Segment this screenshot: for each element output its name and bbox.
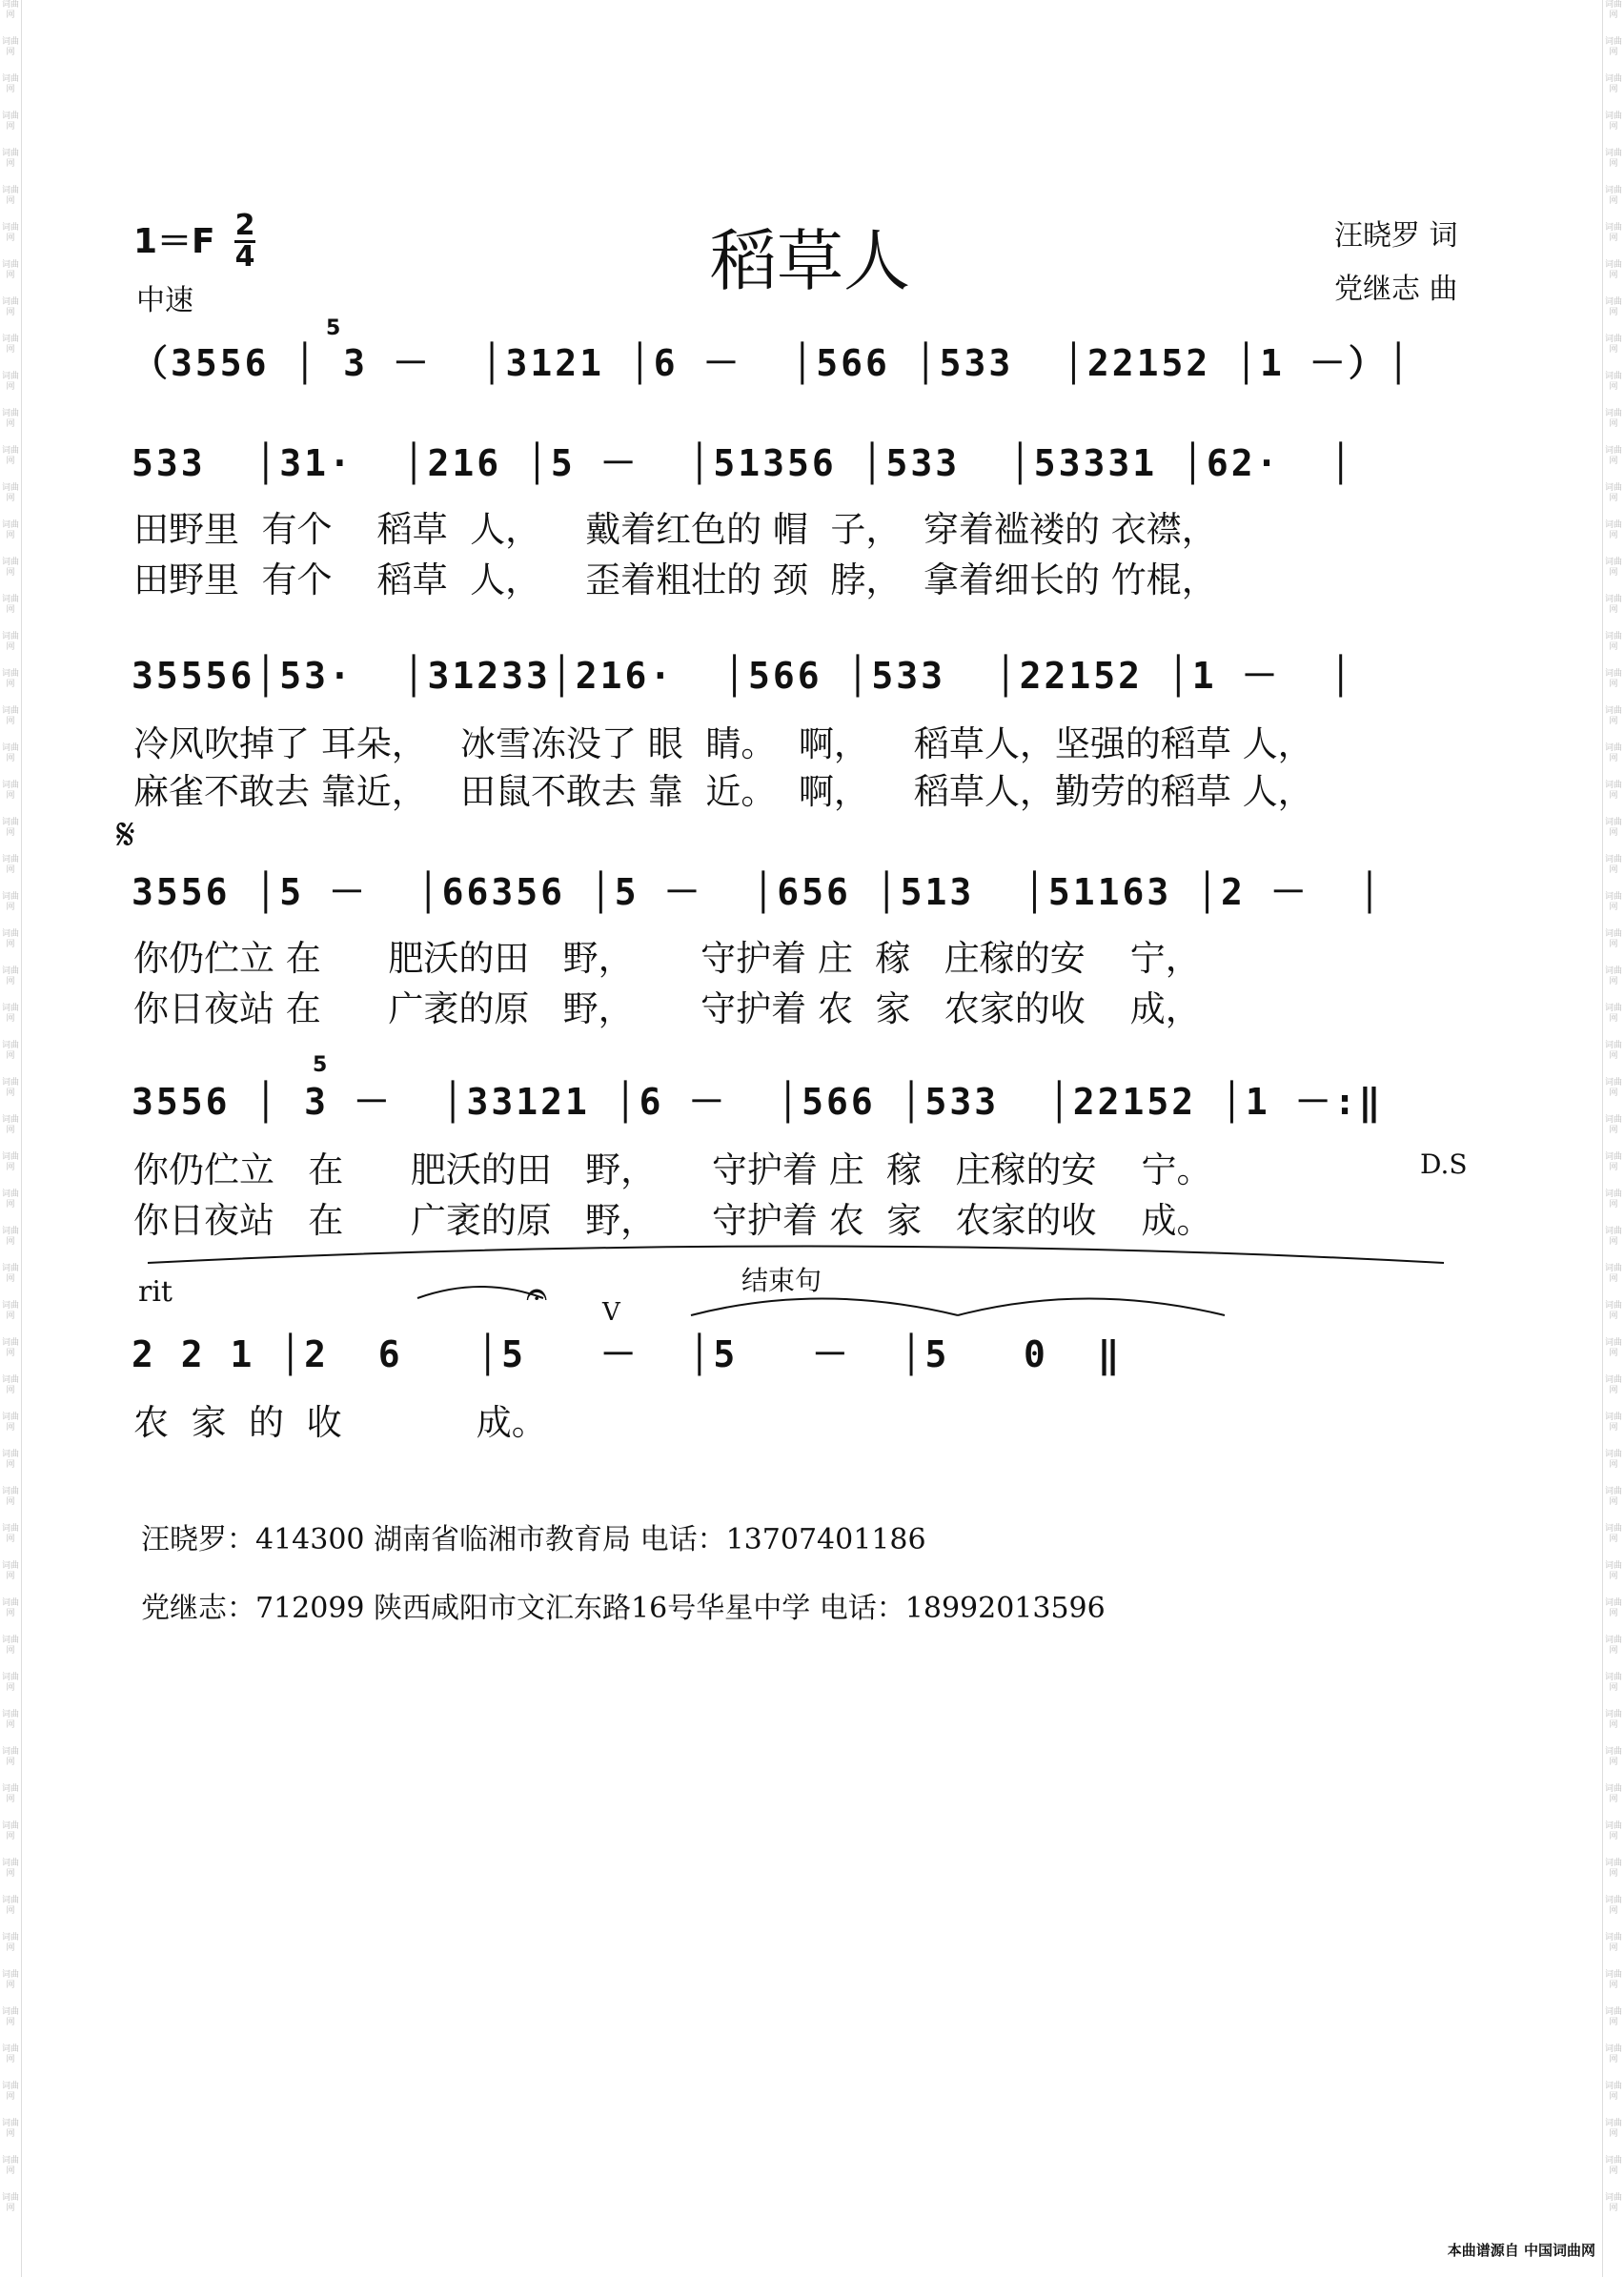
- notation-row-5: 3556 │ 3 － │33121 │6 － │566 │533 │22152 │1 －:‖: [132, 1081, 1384, 1123]
- edge-watermark-text: 词曲网: [1, 1933, 19, 1953]
- edge-watermark-text: 词曲网: [1604, 1524, 1622, 1544]
- edge-watermark-text: 词曲网: [1, 260, 19, 280]
- edge-watermark-text: 词曲网: [1604, 0, 1622, 20]
- edge-watermark-text: 词曲网: [1604, 1710, 1622, 1730]
- edge-watermark-text: 词曲网: [1, 1821, 19, 1841]
- edge-watermark-text: 词曲网: [1, 2007, 19, 2027]
- edge-watermark-text: 词曲网: [1, 2156, 19, 2176]
- time-signature-top: 2: [234, 209, 255, 242]
- lyric-row-2-verse-2: 田野里 有个 稻草 人， 歪着粗壮的 颈 脖， 拿着细长的 竹棍，: [133, 559, 1217, 600]
- edge-watermark-text: 词曲网: [1, 781, 19, 801]
- edge-watermark-text: 词曲网: [1604, 520, 1622, 540]
- coda-slur-2: [691, 1299, 958, 1316]
- edge-watermark-text: 词曲网: [1604, 2119, 1622, 2139]
- edge-watermark-text: 词曲网: [1, 372, 19, 392]
- edge-watermark-text: 词曲网: [1, 1227, 19, 1247]
- edge-watermark-text: 词曲网: [1604, 743, 1622, 763]
- ritardando-marking: rit: [138, 1275, 173, 1309]
- edge-watermark-text: 词曲网: [1, 929, 19, 949]
- edge-watermark-text: 词曲网: [1604, 781, 1622, 801]
- edge-watermark-text: 词曲网: [1604, 1821, 1622, 1841]
- edge-watermark-text: 词曲网: [1604, 706, 1622, 726]
- coda-tie: [417, 1287, 543, 1298]
- edge-watermark-text: 词曲网: [1604, 1152, 1622, 1172]
- grace-note: 5: [326, 316, 341, 340]
- notation-row-2: 533 │31· │216 │5 － │51356 │533 │53331 │62· │: [132, 442, 1355, 484]
- edge-watermark-text: 词曲网: [1, 409, 19, 429]
- lyric-row-4-verse-1: 你仍伫立 在 肥沃的田 野， 守护着 庄 稼 庄稼的安 宁，: [133, 938, 1201, 979]
- edge-watermark-text: 词曲网: [1, 1859, 19, 1879]
- dal-segno-marking: D.S: [1420, 1149, 1468, 1180]
- notation-row-3: 35556│53· │31233│216· │566 │533 │22152 │1 － │: [132, 655, 1355, 697]
- edge-watermark-text: 词曲网: [1604, 1598, 1622, 1618]
- edge-watermark-text: 词曲网: [1604, 818, 1622, 838]
- edge-watermark-text: 词曲网: [1604, 2193, 1622, 2213]
- edge-watermark-text: 词曲网: [1, 892, 19, 912]
- edge-watermark-text: 词曲网: [1604, 1673, 1622, 1693]
- breath-mark: V: [602, 1298, 620, 1327]
- edge-watermark-text: 词曲网: [1604, 595, 1622, 615]
- lyric-row-5-verse-2: 你日夜站 在 广袤的原 野， 守护着 农 家 农家的收 成。: [133, 1200, 1212, 1241]
- edge-watermark-text: 词曲网: [1, 1710, 19, 1730]
- edge-watermark-text: 词曲网: [1604, 1264, 1622, 1284]
- edge-watermark-text: 词曲网: [1, 1078, 19, 1098]
- edge-watermark-text: 词曲网: [1604, 1041, 1622, 1061]
- edge-watermark-text: 词曲网: [1604, 669, 1622, 689]
- edge-watermark-text: 词曲网: [1, 558, 19, 578]
- coda-label: 结束句: [741, 1265, 822, 1296]
- edge-watermark-text: 词曲网: [1604, 335, 1622, 355]
- edge-watermark-text: 词曲网: [1, 1598, 19, 1618]
- tempo-marking: 中速: [136, 284, 193, 317]
- edge-watermark-text: 词曲网: [1, 520, 19, 540]
- edge-watermark-text: 词曲网: [1604, 112, 1622, 132]
- edge-watermark-text: 词曲网: [1604, 149, 1622, 169]
- edge-watermark-text: 词曲网: [1604, 1338, 1622, 1358]
- edge-watermark-text: 词曲网: [1604, 372, 1622, 392]
- edge-watermark-text: 词曲网: [1, 446, 19, 466]
- edge-watermark-text: 词曲网: [1604, 2156, 1622, 2176]
- edge-watermark-text: 词曲网: [1604, 74, 1622, 94]
- edge-watermark-text: 词曲网: [1604, 260, 1622, 280]
- edge-watermark-text: 词曲网: [1604, 409, 1622, 429]
- edge-watermark-text: 词曲网: [1604, 1227, 1622, 1247]
- edge-watermark-text: 词曲网: [1, 1189, 19, 1210]
- edge-watermark-text: 词曲网: [1, 0, 19, 20]
- edge-watermark-text: 词曲网: [1, 223, 19, 243]
- source-credit: 本曲谱源自 中国词曲网: [1447, 2242, 1595, 2259]
- edge-watermark-text: 词曲网: [1604, 446, 1622, 466]
- edge-watermark-text: 词曲网: [1, 1784, 19, 1804]
- edge-watermark-text: 词曲网: [1, 1673, 19, 1693]
- edge-watermark-text: 词曲网: [1, 186, 19, 206]
- edge-watermark-text: 词曲网: [1, 1896, 19, 1916]
- edge-watermark-text: 词曲网: [1604, 1747, 1622, 1767]
- edge-watermark-text: 词曲网: [1, 335, 19, 355]
- edge-watermark-text: 词曲网: [1, 74, 19, 94]
- edge-watermark-text: 词曲网: [1, 1301, 19, 1321]
- edge-watermark-text: 词曲网: [1604, 2044, 1622, 2064]
- edge-watermark-text: 词曲网: [1, 632, 19, 652]
- edge-watermark-text: 词曲网: [1, 2193, 19, 2213]
- edge-watermark-text: 词曲网: [1, 1561, 19, 1581]
- contact-lyricist: 汪晓罗：414300 湖南省临湘市教育局 电话：13707401186: [141, 1523, 926, 1556]
- edge-watermark-text: 词曲网: [1604, 966, 1622, 986]
- edge-watermark-text: 词曲网: [1604, 1487, 1622, 1507]
- lyric-row-2-verse-1: 田野里 有个 稻草 人， 戴着红色的 帽 子， 穿着褴褛的 衣襟，: [133, 509, 1217, 550]
- edge-watermark-text: 词曲网: [1, 2119, 19, 2139]
- edge-watermark-text: 词曲网: [1604, 1933, 1622, 1953]
- edge-watermark-text: 词曲网: [1, 1487, 19, 1507]
- key-signature: 1＝F: [133, 222, 215, 261]
- fermata-sign: 𝄐: [526, 1272, 548, 1316]
- edge-watermark-text: 词曲网: [1, 1747, 19, 1767]
- edge-watermark-text: 词曲网: [1604, 186, 1622, 206]
- coda-long-slur: [148, 1247, 1444, 1264]
- coda-slur-3: [958, 1299, 1225, 1316]
- edge-watermark-text: 词曲网: [1, 1413, 19, 1433]
- segno-sign: 𝄋: [116, 808, 135, 860]
- edge-watermark-text: 词曲网: [1, 743, 19, 763]
- edge-watermark-text: 词曲网: [1, 818, 19, 838]
- grace-note-2: 5: [313, 1053, 328, 1077]
- edge-watermark-text: 词曲网: [1, 1636, 19, 1656]
- lyric-row-6: 农 家 的 收 成。: [133, 1402, 547, 1443]
- edge-watermark-text: 词曲网: [1, 1375, 19, 1395]
- edge-watermark-text: 词曲网: [1604, 1450, 1622, 1470]
- edge-watermark-text: 词曲网: [1604, 1004, 1622, 1024]
- edge-watermark-text: 词曲网: [1604, 558, 1622, 578]
- edge-watermark-text: 词曲网: [1604, 1636, 1622, 1656]
- notation-row-4: 3556 │5 － │66356 │5 － │656 │513 │51163 │2 － │: [132, 871, 1384, 913]
- edge-watermark-text: 词曲网: [1, 1041, 19, 1061]
- edge-watermark-text: 词曲网: [1, 112, 19, 132]
- edge-watermark-text: 词曲网: [1604, 1189, 1622, 1210]
- edge-watermark-text: 词曲网: [1604, 1078, 1622, 1098]
- edge-watermark-text: 词曲网: [1604, 1970, 1622, 1990]
- edge-watermark-text: 词曲网: [1, 1338, 19, 1358]
- edge-watermark-text: 词曲网: [1604, 1561, 1622, 1581]
- edge-watermark-text: 词曲网: [1, 149, 19, 169]
- edge-watermark-text: 词曲网: [1, 2044, 19, 2064]
- contact-composer: 党继志：712099 陕西咸阳市文汇东路16号华星中学 电话：18992013596: [141, 1592, 1106, 1625]
- edge-watermark-text: 词曲网: [1, 1524, 19, 1544]
- edge-watermark-text: 词曲网: [1604, 1375, 1622, 1395]
- edge-watermark-text: 词曲网: [1, 595, 19, 615]
- edge-watermark-text: 词曲网: [1604, 1859, 1622, 1879]
- edge-watermark-text: 词曲网: [1, 1970, 19, 1990]
- notation-row-6: 2 2 1 │2 6 │5 － │5 － │5 0 ‖: [132, 1333, 1123, 1375]
- notation-row-1: （3556 │ 3 － │3121 │6 － │566 │533 │22152 │1 －）│: [132, 342, 1412, 384]
- edge-watermark-text: 词曲网: [1, 966, 19, 986]
- edge-watermark-text: 词曲网: [1, 483, 19, 503]
- edge-watermark-text: 词曲网: [1604, 1896, 1622, 1916]
- edge-watermark-text: 词曲网: [1604, 1115, 1622, 1135]
- edge-watermark-text: 词曲网: [1, 1264, 19, 1284]
- time-signature-bottom: 4: [234, 240, 255, 274]
- edge-watermark-text: 词曲网: [1, 2082, 19, 2102]
- edge-watermark-text: 词曲网: [1604, 37, 1622, 57]
- edge-watermark-text: 词曲网: [1604, 1301, 1622, 1321]
- lyric-row-3-verse-2: 麻雀不敢去 靠近， 田鼠不敢去 靠 近。 啊， 稻草人，勤劳的稻草 人，: [133, 771, 1313, 812]
- edge-watermark-text: 词曲网: [1, 1152, 19, 1172]
- edge-watermark-text: 词曲网: [1604, 1413, 1622, 1433]
- song-title: 稻草人: [710, 222, 910, 300]
- lyric-row-3-verse-1: 冷风吹掉了 耳朵， 冰雪冻没了 眼 睛。 啊， 稻草人，坚强的稻草 人，: [133, 723, 1313, 764]
- edge-watermark-text: 词曲网: [1, 706, 19, 726]
- edge-watermark-text: 词曲网: [1, 1450, 19, 1470]
- edge-watermark-text: 词曲网: [1604, 929, 1622, 949]
- edge-watermark-text: 词曲网: [1, 37, 19, 57]
- lyric-row-4-verse-2: 你日夜站 在 广袤的原 野， 守护着 农 家 农家的收 成，: [133, 988, 1201, 1029]
- composer-credit: 党继志 曲: [1334, 273, 1458, 306]
- edge-watermark-text: 词曲网: [1604, 632, 1622, 652]
- edge-watermark-text: 词曲网: [1604, 297, 1622, 317]
- edge-watermark-text: 词曲网: [1604, 2082, 1622, 2102]
- edge-watermark-text: 词曲网: [1, 1004, 19, 1024]
- edge-watermark-text: 词曲网: [1604, 2007, 1622, 2027]
- lyricist-credit: 汪晓罗 词: [1334, 219, 1458, 253]
- edge-watermark-text: 词曲网: [1, 297, 19, 317]
- edge-watermark-text: 词曲网: [1, 1115, 19, 1135]
- edge-watermark-text: 词曲网: [1, 855, 19, 875]
- edge-watermark-text: 词曲网: [1604, 483, 1622, 503]
- edge-watermark-text: 词曲网: [1604, 223, 1622, 243]
- edge-watermark-text: 词曲网: [1604, 1784, 1622, 1804]
- lyric-row-5-verse-1: 你仍伫立 在 肥沃的田 野， 守护着 庄 稼 庄稼的安 宁。: [133, 1149, 1212, 1190]
- edge-watermark-text: 词曲网: [1604, 892, 1622, 912]
- edge-watermark-text: 词曲网: [1604, 855, 1622, 875]
- edge-watermark-text: 词曲网: [1, 669, 19, 689]
